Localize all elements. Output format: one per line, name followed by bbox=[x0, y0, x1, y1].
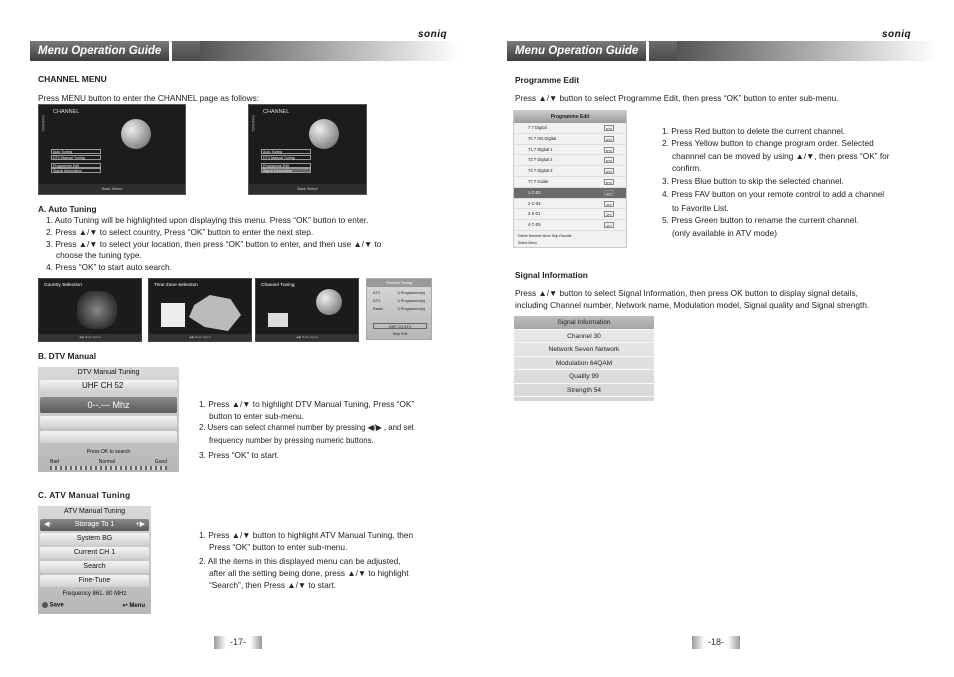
si-quality: Quality 99 bbox=[514, 370, 654, 384]
screen-label: CHANNEL bbox=[53, 109, 80, 115]
programme-edit-title: Programme Edit bbox=[515, 75, 580, 85]
menu-item: Programme Edit bbox=[51, 163, 101, 168]
dtv-title: DTV Manual Tuning bbox=[77, 369, 140, 376]
pe-row[interactable] bbox=[514, 220, 626, 231]
page-number-left: -17- bbox=[214, 636, 262, 649]
pe-row-type: ATV bbox=[604, 201, 614, 207]
pe-row[interactable] bbox=[514, 123, 626, 134]
pe-row[interactable] bbox=[514, 134, 626, 145]
side-label: CHANNEL bbox=[251, 115, 255, 132]
atv-storage-row[interactable] bbox=[40, 519, 149, 531]
country-selection-screen bbox=[38, 278, 142, 342]
header-title-left: Menu Operation Guide bbox=[30, 41, 172, 61]
channel-menu-list bbox=[51, 149, 101, 174]
pe-step-2: 2. Press Yellow button to change program order. Selected bbox=[662, 138, 874, 148]
level-bad: Bad bbox=[50, 459, 59, 465]
header-shade bbox=[200, 41, 460, 61]
satellite-dish-icon bbox=[316, 289, 342, 315]
pe-footer-1: Delete Rename Move Skip Favorite bbox=[518, 234, 572, 238]
dtv-step-1: 1. Press ▲/▼ to highlight DTV Manual Tuning, Press “OK” bbox=[199, 399, 415, 409]
menu-item: Auto Tuning bbox=[51, 149, 101, 154]
dtv-blank-row bbox=[40, 431, 177, 443]
header-title-right: Menu Operation Guide bbox=[507, 41, 649, 61]
thumb-footer: ◀ ▶ Back Select bbox=[39, 334, 141, 341]
ct-row-value: 0 Programme(s) bbox=[397, 307, 425, 311]
si-modulation: Modulation 64QAM bbox=[514, 357, 654, 371]
pe-row-label: 2 C-04 bbox=[528, 200, 541, 206]
satellite-dish-icon bbox=[121, 119, 151, 149]
pe-row-type: DTV bbox=[606, 127, 612, 131]
pe-step-4b: to Favorite List. bbox=[672, 203, 729, 213]
menu-item: DTV Manual Tuning bbox=[261, 155, 311, 160]
atv-manual-panel bbox=[38, 506, 151, 614]
atv-frequency: Frequency 861. 80 MHz bbox=[62, 591, 127, 597]
menu-item: Auto Tuning bbox=[261, 149, 311, 154]
time-zone-list bbox=[161, 303, 185, 327]
brand-logo-left: soniq bbox=[418, 29, 448, 40]
section-title: CHANNEL MENU bbox=[38, 74, 107, 84]
pe-row-type: DTV bbox=[606, 137, 612, 142]
pe-step-2c: confirm. bbox=[672, 163, 702, 173]
pe-row-label: 77 7 Guide bbox=[528, 178, 549, 184]
channel-menu-screen-1 bbox=[38, 104, 186, 195]
arrow-right-icon[interactable]: +▶ bbox=[135, 521, 145, 528]
si-network: Network Seven Network bbox=[514, 343, 654, 357]
menu-item: Programme Edit bbox=[261, 163, 311, 168]
signal-intro-1: Press ▲/▼ button to select Signal Information, then press OK button to display signal details, bbox=[515, 288, 858, 298]
menu-button[interactable] bbox=[123, 602, 145, 609]
channel-tuning-screen bbox=[255, 278, 359, 342]
auto-tuning-step-2: 2. Press ▲/▼ to select country, Press “OK” button to enter the next step. bbox=[46, 227, 314, 237]
ct-rows bbox=[367, 287, 431, 315]
si-strength: Strength 54 bbox=[514, 384, 654, 398]
pe-row-type: DTV bbox=[606, 170, 612, 175]
programme-edit-panel bbox=[513, 110, 627, 248]
dtv-blank-row bbox=[40, 416, 177, 428]
pe-row-type: DTV bbox=[606, 148, 612, 153]
pe-title: Programme Edit bbox=[514, 111, 626, 123]
page-number-right: -18- bbox=[692, 636, 740, 649]
channel-tuning-panel bbox=[366, 278, 432, 340]
return-icon: ↩ bbox=[122, 603, 128, 609]
save-button[interactable] bbox=[42, 602, 64, 609]
pe-step-5b: (only available in ATV mode) bbox=[672, 228, 777, 238]
atv-step-2c: “Search”, then Press ▲/▼ to start. bbox=[209, 580, 337, 590]
pe-row-label: 72 7 Digital 2 bbox=[528, 157, 553, 163]
dtv-step-3: 3. Press “OK” to start. bbox=[199, 450, 280, 460]
channel-menu-screen-2 bbox=[248, 104, 367, 195]
dtv-frequency-row[interactable]: 0--.--- Mhz bbox=[40, 397, 177, 413]
side-label: CHANNEL bbox=[41, 115, 45, 132]
ct-progress: UHF CH ATV bbox=[373, 323, 427, 329]
signal-intro-2: including Channel number, Network name, Modulation model, Signal quality and Signal strength. bbox=[515, 300, 870, 310]
header-bar-right bbox=[507, 41, 937, 61]
pe-row-label: 70 7 HD Digital bbox=[528, 135, 557, 141]
ct-row-label: DTV bbox=[373, 299, 381, 303]
atv-row-label: Storage To 1 bbox=[74, 521, 115, 528]
auto-tuning-step-4: 4. Press “OK” to start auto search. bbox=[46, 262, 172, 272]
atv-search-row[interactable]: Search bbox=[40, 561, 149, 573]
pe-row-label: 71 7 Digital 1 bbox=[528, 146, 553, 152]
auto-tuning-step-1: 1. Auto Tuning will be highlighted upon displaying this menu. Press “OK” button to enter. bbox=[46, 215, 369, 225]
pe-row[interactable] bbox=[514, 188, 626, 199]
menu-item: Signal Information bbox=[261, 168, 311, 173]
dtv-step-2: 2. Users can select channel number by pressing ◀/▶ , and set bbox=[199, 423, 414, 432]
dtv-step-2b: frequency number by pressing numeric buttons. bbox=[209, 436, 374, 445]
screen-footer: Back Select bbox=[249, 184, 366, 194]
auto-tuning-step-3b: choose the tuning type. bbox=[56, 250, 142, 260]
pe-row-label: 3 S-01 bbox=[528, 211, 541, 217]
menu-label: Menu bbox=[129, 603, 145, 609]
menu-item: Signal Information bbox=[51, 168, 101, 173]
pe-step-1: 1. Press Red button to delete the current channel. bbox=[662, 126, 846, 136]
atv-manual-title: C. ATV Manual Tuning bbox=[38, 490, 131, 500]
signal-bar bbox=[50, 466, 167, 470]
ct-row bbox=[373, 305, 425, 313]
pe-rows bbox=[514, 123, 626, 231]
pe-row-type: DTV bbox=[606, 159, 612, 164]
pe-row[interactable] bbox=[514, 209, 626, 220]
thumb-title: Time Zone Selection bbox=[154, 283, 198, 288]
thumb-footer: ◀ ▶ Back Select bbox=[149, 334, 251, 341]
satellite-dish-icon bbox=[309, 119, 339, 149]
ct-row-value: 0 Programme(s) bbox=[397, 299, 425, 303]
atv-title: ATV Manual Tuning bbox=[64, 508, 125, 515]
ct-row-label: Radio bbox=[373, 307, 383, 311]
ct-footer: Skip Exit bbox=[392, 332, 408, 336]
pe-row-type: ATV bbox=[604, 222, 614, 228]
dtv-manual-panel bbox=[38, 367, 179, 472]
si-title: Signal Information bbox=[514, 316, 654, 330]
signal-levels bbox=[50, 459, 167, 465]
auto-tuning-title: A. Auto Tuning bbox=[38, 204, 97, 214]
thumb-title: Channel Tuning bbox=[261, 283, 295, 288]
time-zone-selection-screen bbox=[148, 278, 252, 342]
atv-fine-tune-row[interactable]: Fine-Tune bbox=[40, 575, 149, 587]
pe-row-label: 7 7 Digital bbox=[528, 125, 547, 130]
pe-row-label: 73 7 Digital 3 bbox=[528, 168, 553, 174]
world-map-icon bbox=[77, 291, 117, 329]
screen-label: CHANNEL bbox=[263, 109, 290, 115]
save-label: Save bbox=[49, 602, 64, 609]
signal-information-title: Signal Information bbox=[515, 270, 588, 280]
pe-step-5: 5. Press Green button to rename the current channel. bbox=[662, 215, 859, 225]
atv-step-2b: after all the setting being done, press ▲/▼ to highlight bbox=[209, 568, 409, 578]
menu-item: DTV Manual Tuning bbox=[51, 155, 101, 160]
pe-row[interactable] bbox=[514, 145, 626, 156]
thumb-footer: ◀ ▶ Back Select bbox=[256, 334, 358, 341]
pe-row-type: ATV bbox=[604, 211, 614, 217]
ct-title: Channel Tuning bbox=[367, 279, 431, 287]
dtv-manual-title: B. DTV Manual bbox=[38, 351, 97, 361]
thumb-title: Country Selection bbox=[44, 283, 82, 288]
header-shade bbox=[677, 41, 937, 61]
atv-current-ch-row[interactable]: Current CH 1 bbox=[40, 547, 149, 559]
pe-row[interactable] bbox=[514, 166, 626, 177]
dtv-step-1b: button to enter sub-menu. bbox=[209, 411, 305, 421]
ct-row-label: ATV bbox=[373, 291, 381, 295]
pe-row-label: 1 C-02 bbox=[528, 189, 541, 195]
dtv-channel-row[interactable]: UHF CH 52 bbox=[40, 380, 177, 392]
programme-edit-intro: Press ▲/▼ button to select Programme Edit, then press “OK” button to enter sub-menu. bbox=[515, 93, 839, 103]
pe-row-type: DTV bbox=[606, 180, 612, 185]
atv-step-1b: Press “OK” button to enter sub-menu. bbox=[209, 542, 348, 552]
brand-logo-right: soniq bbox=[882, 29, 912, 40]
signal-information-panel bbox=[514, 316, 654, 401]
atv-system-row[interactable]: System BG bbox=[40, 533, 149, 545]
ct-row bbox=[373, 297, 425, 305]
pe-step-3: 3. Press Blue button to skip the selected channel. bbox=[662, 176, 844, 186]
channel-menu-list bbox=[261, 149, 311, 174]
pe-row-label: 4 C-05 bbox=[528, 222, 541, 228]
pe-row[interactable] bbox=[514, 155, 626, 166]
tuning-box bbox=[268, 313, 288, 327]
save-dot-icon bbox=[42, 602, 48, 608]
pe-row[interactable] bbox=[514, 177, 626, 188]
pe-row[interactable] bbox=[514, 199, 626, 210]
ct-row bbox=[373, 289, 425, 297]
pe-footer-2: Select Menu bbox=[518, 241, 537, 245]
atv-step-1: 1. Press ▲/▼ button to highlight ATV Manual Tuning, then bbox=[199, 530, 414, 540]
ct-row-value: 0 Programme(s) bbox=[397, 291, 425, 295]
header-bar-left bbox=[30, 41, 460, 61]
arrow-left-icon[interactable]: ◀- bbox=[44, 521, 52, 528]
pe-step-4: 4. Press FAV button on your remote control to add a channel bbox=[662, 189, 885, 199]
level-good: Good bbox=[154, 459, 167, 465]
auto-tuning-step-3: 3. Press ▲/▼ to select your location, then press “OK” button to enter, and then use ▲/▼ to bbox=[46, 239, 382, 249]
screen-footer: Back Select bbox=[39, 184, 185, 194]
si-channel: Channel 30 bbox=[514, 330, 654, 344]
australia-map-icon bbox=[189, 293, 241, 333]
dtv-hint: Press OK to search bbox=[86, 449, 131, 455]
level-normal: Normal bbox=[98, 459, 115, 465]
pe-row-type: ATV bbox=[604, 190, 614, 196]
intro-text: Press MENU button to enter the CHANNEL page as follows: bbox=[38, 93, 260, 103]
pe-step-2b: channnel can be moved by using ▲/▼, then press “OK” for bbox=[672, 151, 890, 161]
atv-step-2: 2. All the items in this displayed menu can be adjusted, bbox=[199, 556, 401, 566]
